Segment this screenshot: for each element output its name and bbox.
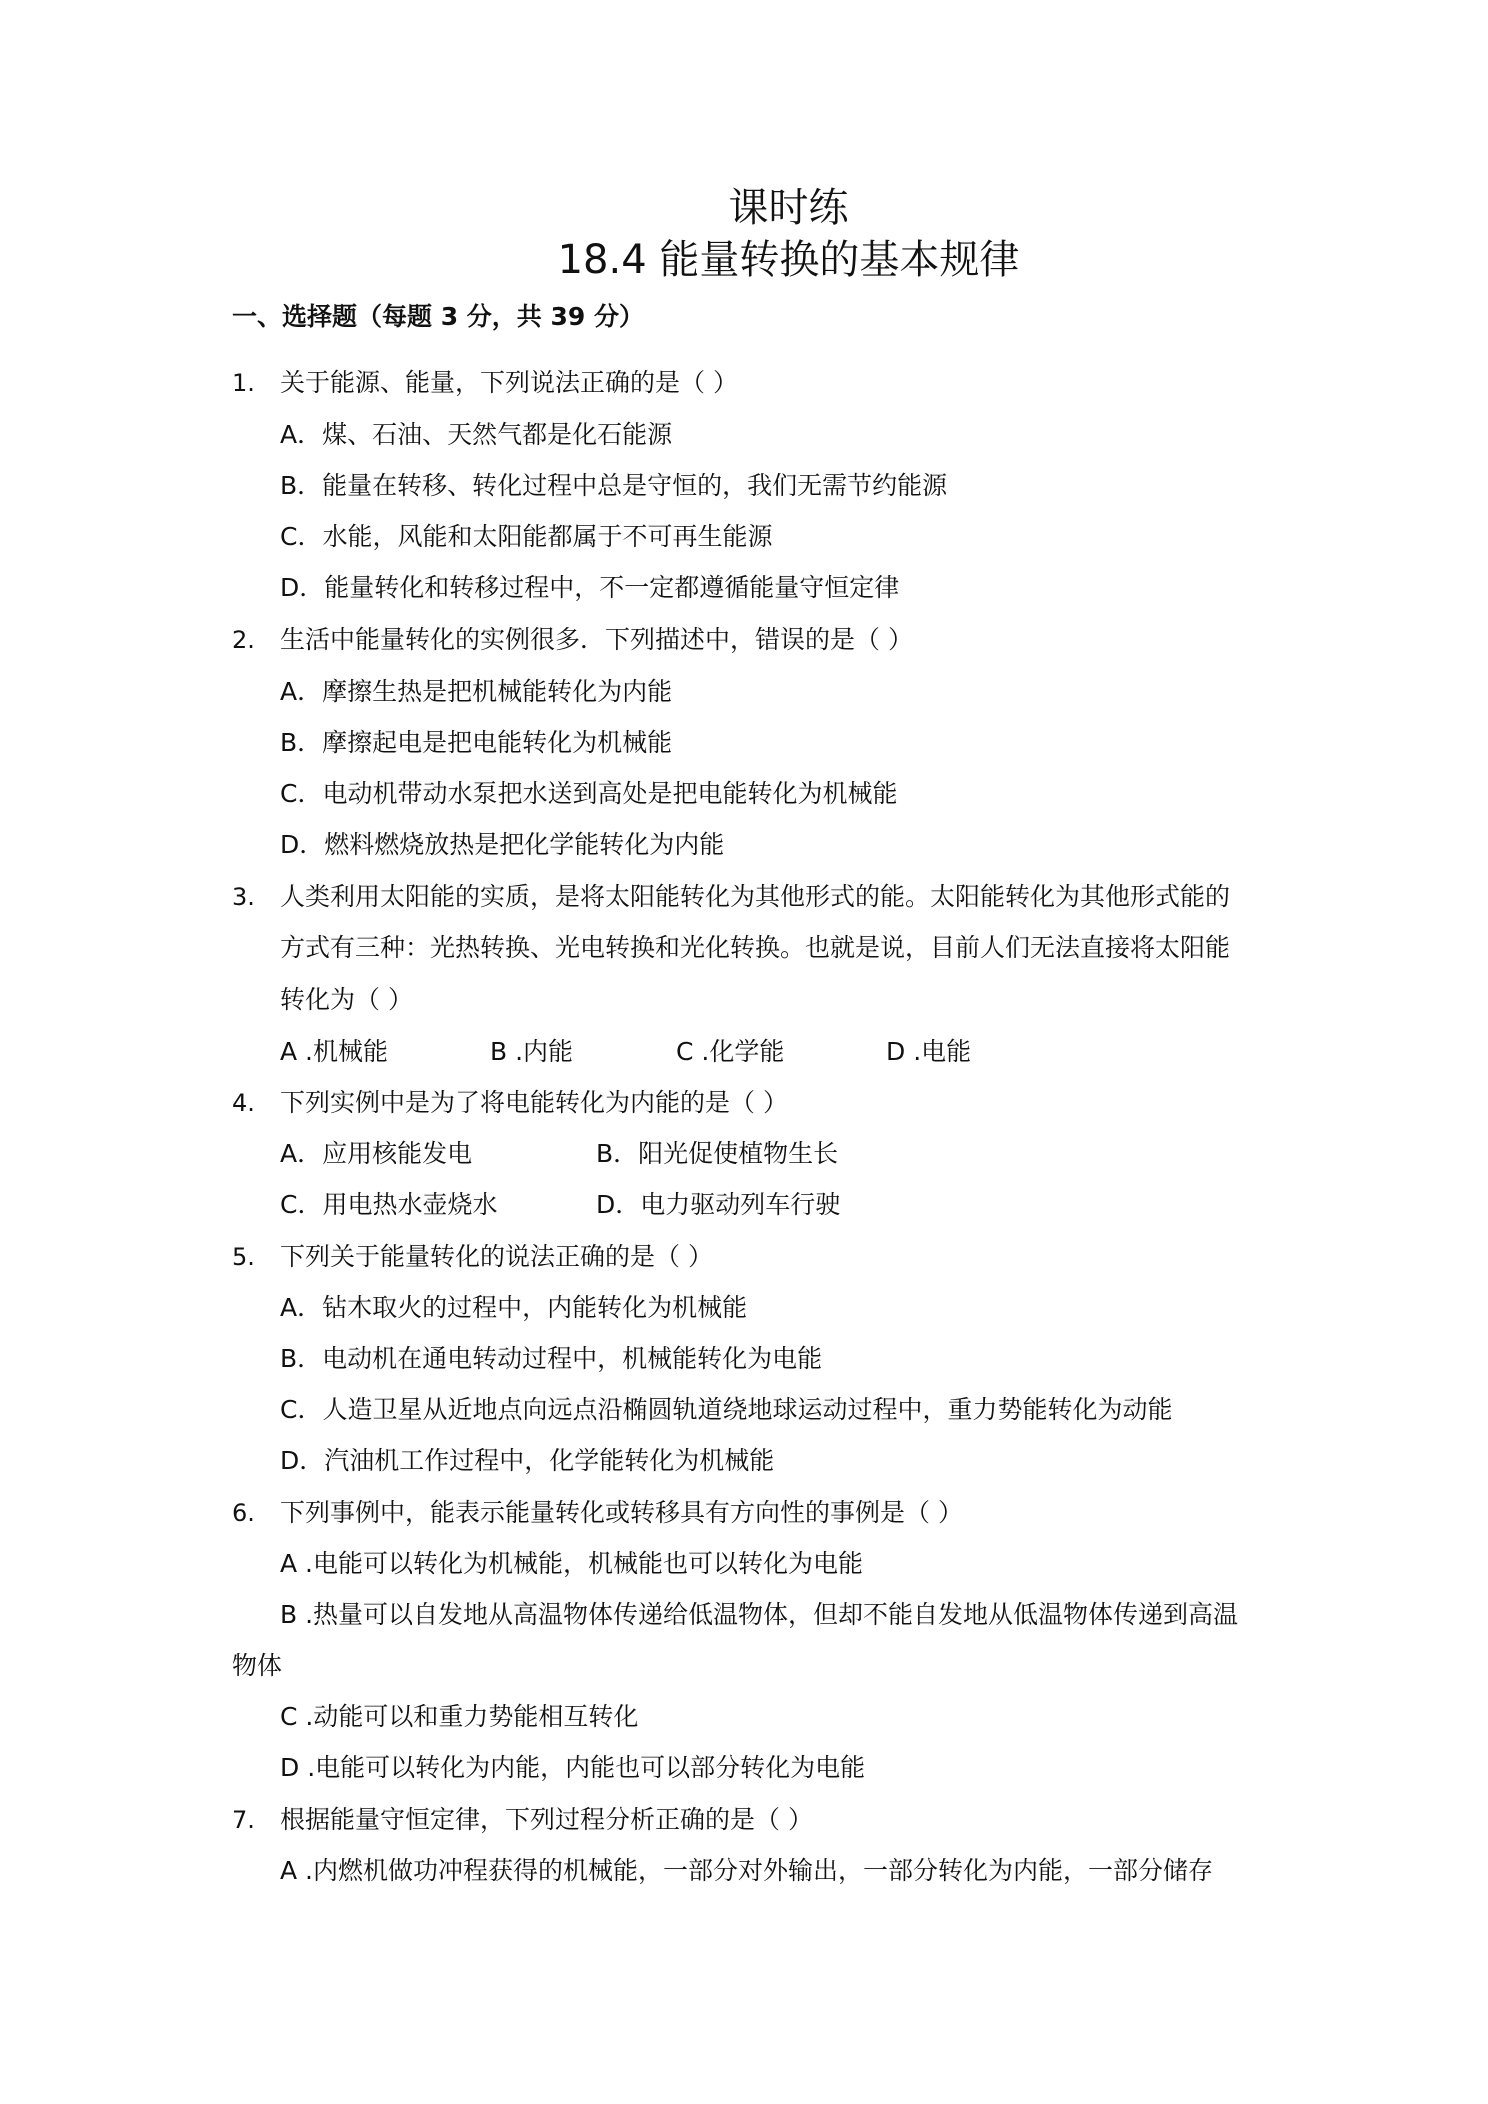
question-option: B．电动机在通电转动过程中，机械能转化为电能 xyxy=(280,1344,823,1373)
question-option: D．能量转化和转移过程中，不一定都遵循能量守恒定律 xyxy=(280,573,900,602)
question-option: A．煤、石油、天然气都是化石能源 xyxy=(280,420,673,449)
question-option: A．应用核能发电 xyxy=(280,1139,473,1168)
question-option: D .电能 xyxy=(886,1037,972,1066)
question-option: C．水能，风能和太阳能都属于不可再生能源 xyxy=(280,522,773,551)
question-stem-line: 人类利用太阳能的实质，是将太阳能转化为其他形式的能。太阳能转化为其他形式能的 xyxy=(280,882,1231,911)
question-number: 6. xyxy=(232,1499,255,1527)
question-option: A .机械能 xyxy=(280,1037,388,1066)
question-option: D．燃料燃烧放热是把化学能转化为内能 xyxy=(280,830,725,859)
question-option: C .动能可以和重力势能相互转化 xyxy=(280,1702,639,1731)
question-option: A .内燃机做功冲程获得的机械能，一部分对外输出，一部分转化为内能，一部分储存 xyxy=(280,1856,1213,1885)
question-stem-line: 转化为（ ） xyxy=(280,985,413,1014)
question-option: C．人造卫星从近地点向远点沿椭圆轨道绕地球运动过程中，重力势能转化为动能 xyxy=(280,1395,1173,1424)
question-option: D．汽油机工作过程中，化学能转化为机械能 xyxy=(280,1446,775,1475)
question-option: C．用电热水壶烧水 xyxy=(280,1190,498,1219)
question-number: 5. xyxy=(232,1243,255,1271)
question-stem: 下列关于能量转化的说法正确的是（ ） xyxy=(280,1242,713,1271)
question-stem-line: 方式有三种：光热转换、光电转换和光化转换。也就是说，目前人们无法直接将太阳能 xyxy=(280,933,1231,962)
question-stem: 下列实例中是为了将电能转化为内能的是（ ） xyxy=(280,1088,788,1117)
question-option: C .化学能 xyxy=(676,1037,785,1066)
question-option: D．电力驱动列车行驶 xyxy=(596,1190,841,1219)
question-number: 4. xyxy=(232,1089,255,1117)
question-option: B．摩擦起电是把电能转化为机械能 xyxy=(280,728,673,757)
question-option: B .内能 xyxy=(490,1037,574,1066)
question-option: B .热量可以自发地从高温物体传递给低温物体，但却不能自发地从低温物体传递到高温 xyxy=(280,1600,1239,1629)
question-stem: 下列事例中，能表示能量转化或转移具有方向性的事例是（ ） xyxy=(280,1498,963,1527)
question-number: 2. xyxy=(232,626,255,654)
question-option: B．阳光促使植物生长 xyxy=(596,1139,839,1168)
section-heading: 一、选择题（每题 3 分，共 39 分） xyxy=(232,302,645,331)
question-stem: 生活中能量转化的实例很多．下列描述中，错误的是（ ） xyxy=(280,625,913,654)
question-option: A .电能可以转化为机械能，机械能也可以转化为电能 xyxy=(280,1549,863,1578)
question-number: 7. xyxy=(232,1806,255,1834)
title-line-2: 18.4 能量转换的基本规律 xyxy=(557,237,1020,283)
question-number: 1. xyxy=(232,369,255,397)
question-option: D .电能可以转化为内能，内能也可以部分转化为电能 xyxy=(280,1753,866,1782)
title-line-1: 课时练 xyxy=(728,185,849,231)
question-number: 3. xyxy=(232,883,255,911)
question-option: B．能量在转移、转化过程中总是守恒的，我们无需节约能源 xyxy=(280,471,948,500)
question-option-continuation: 物体 xyxy=(232,1651,283,1680)
question-stem: 根据能量守恒定律，下列过程分析正确的是（ ） xyxy=(280,1805,813,1834)
question-stem: 关于能源、能量，下列说法正确的是（ ） xyxy=(280,368,738,397)
question-option: A．钻木取火的过程中，内能转化为机械能 xyxy=(280,1293,748,1322)
question-option: A．摩擦生热是把机械能转化为内能 xyxy=(280,677,673,706)
question-option: C．电动机带动水泵把水送到高处是把电能转化为机械能 xyxy=(280,779,898,808)
